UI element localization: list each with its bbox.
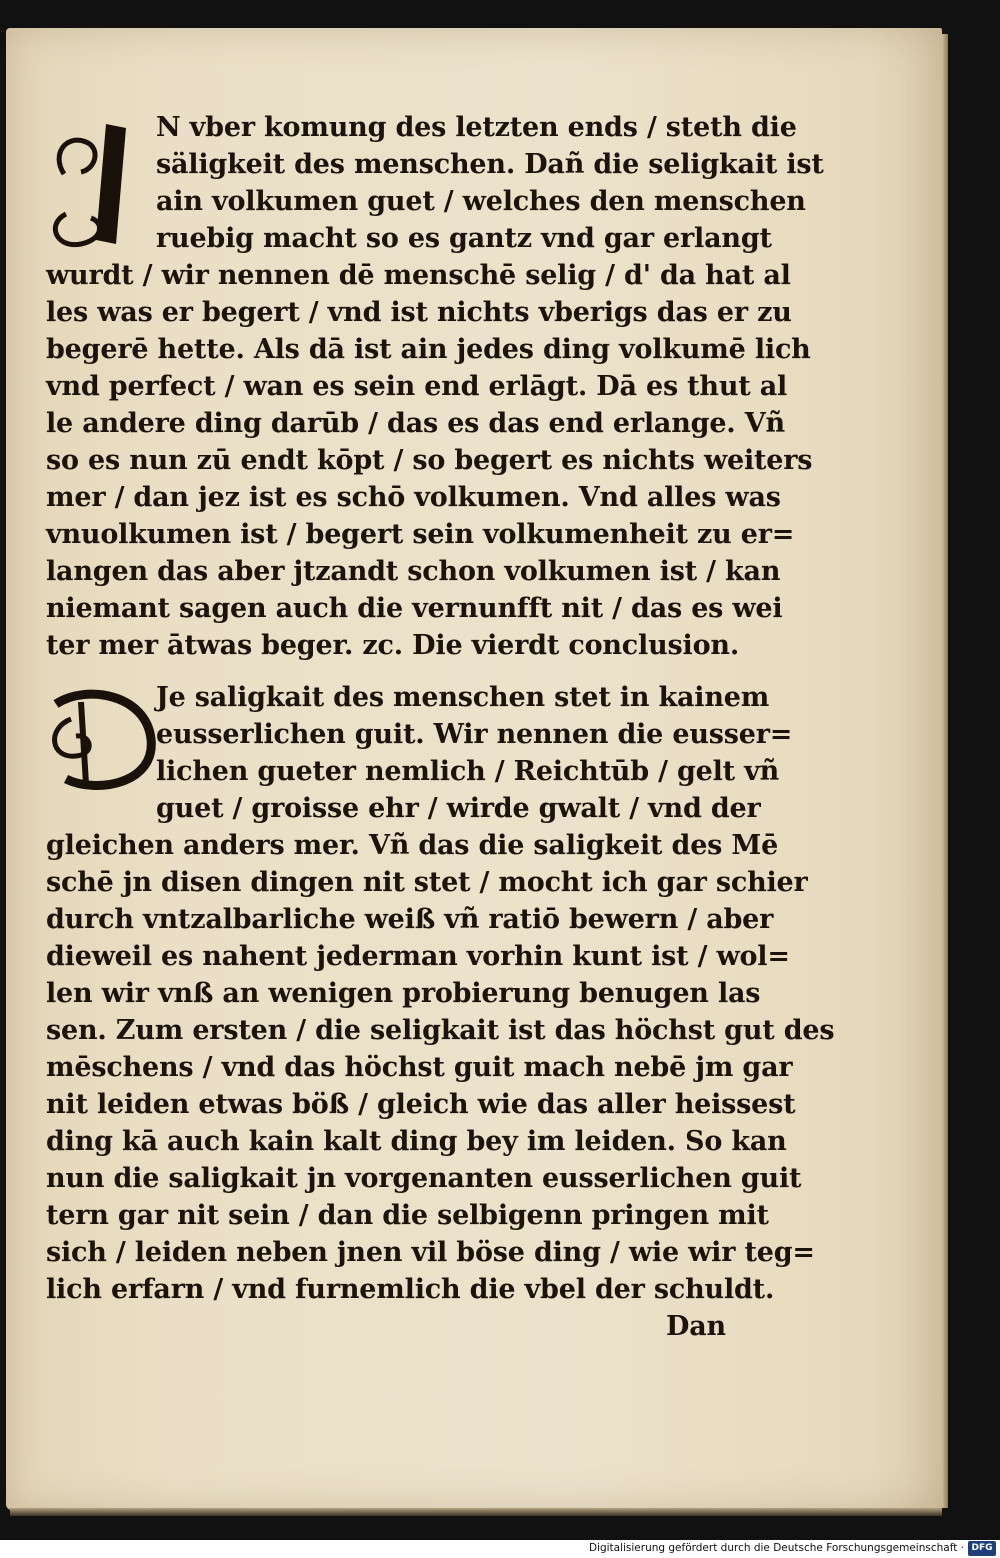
text-line: vnd perfect / wan es sein end erlāgt. Dā es thut al — [46, 371, 788, 402]
text-line: begerē hette. Als dā ist ain jedes ding volkumē lich — [46, 334, 811, 365]
text-line: le andere ding darūb / das es das end erlange. Vñ — [46, 408, 785, 439]
text-line: N vber komung des letzten ends / steth die — [156, 112, 797, 143]
text-line: wurdt / wir nennen dē menschē selig / d' da hat al — [46, 260, 791, 291]
text-line: ding kā auch kain kalt ding bey im leiden. So kan — [46, 1126, 787, 1157]
text-line: guet / groisse ehr / wirde gwalt / vnd der — [156, 793, 761, 824]
catchword: Dan — [666, 1311, 726, 1342]
page-edge-right — [942, 34, 948, 1508]
text-line: so es nun zū endt kōpt / so begert es nichts weiters — [46, 445, 813, 476]
text-line: sen. Zum ersten / die seligkait ist das höchst gut des — [46, 1015, 835, 1046]
text-line: nit leiden etwas böß / gleich wie das aller heissest — [46, 1089, 796, 1120]
text-line: les was er begert / vnd ist nichts vberigs das er zu — [46, 297, 792, 328]
text-line: sich / leiden neben jnen vil böse ding / wie wir teg= — [46, 1237, 815, 1268]
text-line: nun die saligkait jn vorgenanten eusserlichen guit — [46, 1163, 802, 1194]
text-line: vnuolkumen ist / begert sein volkumenheit zu er= — [46, 519, 795, 550]
text-line: mēschens / vnd das höchst guit mach nebē jm gar — [46, 1052, 793, 1083]
section-heading-line: ter mer ātwas beger. zc. Die vierdt conclusion. — [46, 630, 740, 661]
dfg-logo: DFG — [968, 1541, 996, 1556]
funding-credit: Digitalisierung gefördert durch die Deutsche Forschungsgemeinschaft · — [588, 1542, 964, 1554]
text-line: niemant sagen auch die vernunfft nit / das es wei — [46, 593, 783, 624]
text-line: len wir vnß an wenigen probierung benugen las — [46, 978, 761, 1009]
text-line: gleichen anders mer. Vñ das die saligkeit des Mē — [46, 830, 779, 861]
text-line: mer / dan jez ist es schō volkumen. Vnd alles was — [46, 482, 781, 513]
text-line: langen das aber jtzandt schon volkumen ist / kan — [46, 556, 781, 587]
text-line: durch vntzalbarliche weiß vñ ratiō bewern / aber — [46, 904, 774, 935]
text-line: lich erfarn / vnd furnemlich die vbel der schuldt. — [46, 1274, 775, 1305]
text-line: ain volkumen guet / welches den menschen — [156, 186, 806, 217]
text-line: Je saligkait des menschen stet in kainem — [156, 682, 770, 713]
text-line: schē jn disen dingen nit stet / mocht ich gar schier — [46, 867, 808, 898]
text-line: dieweil es nahent jederman vorhin kunt ist / wol= — [46, 941, 790, 972]
decorated-initial-i — [46, 114, 151, 254]
text-line: eusserlichen guit. Wir nennen die eusser= — [156, 719, 793, 750]
decorated-initial-d — [46, 684, 161, 794]
text-line: tern gar nit sein / dan die selbigenn pringen mit — [46, 1200, 769, 1231]
page-edge-bottom — [10, 1508, 942, 1516]
text-line: säligkeit des menschen. Dañ die seligkait ist — [156, 149, 824, 180]
text-line: ruebig macht so es gantz vnd gar erlangt — [156, 223, 772, 254]
text-line: lichen gueter nemlich / Reichtūb / gelt vñ — [156, 756, 780, 787]
